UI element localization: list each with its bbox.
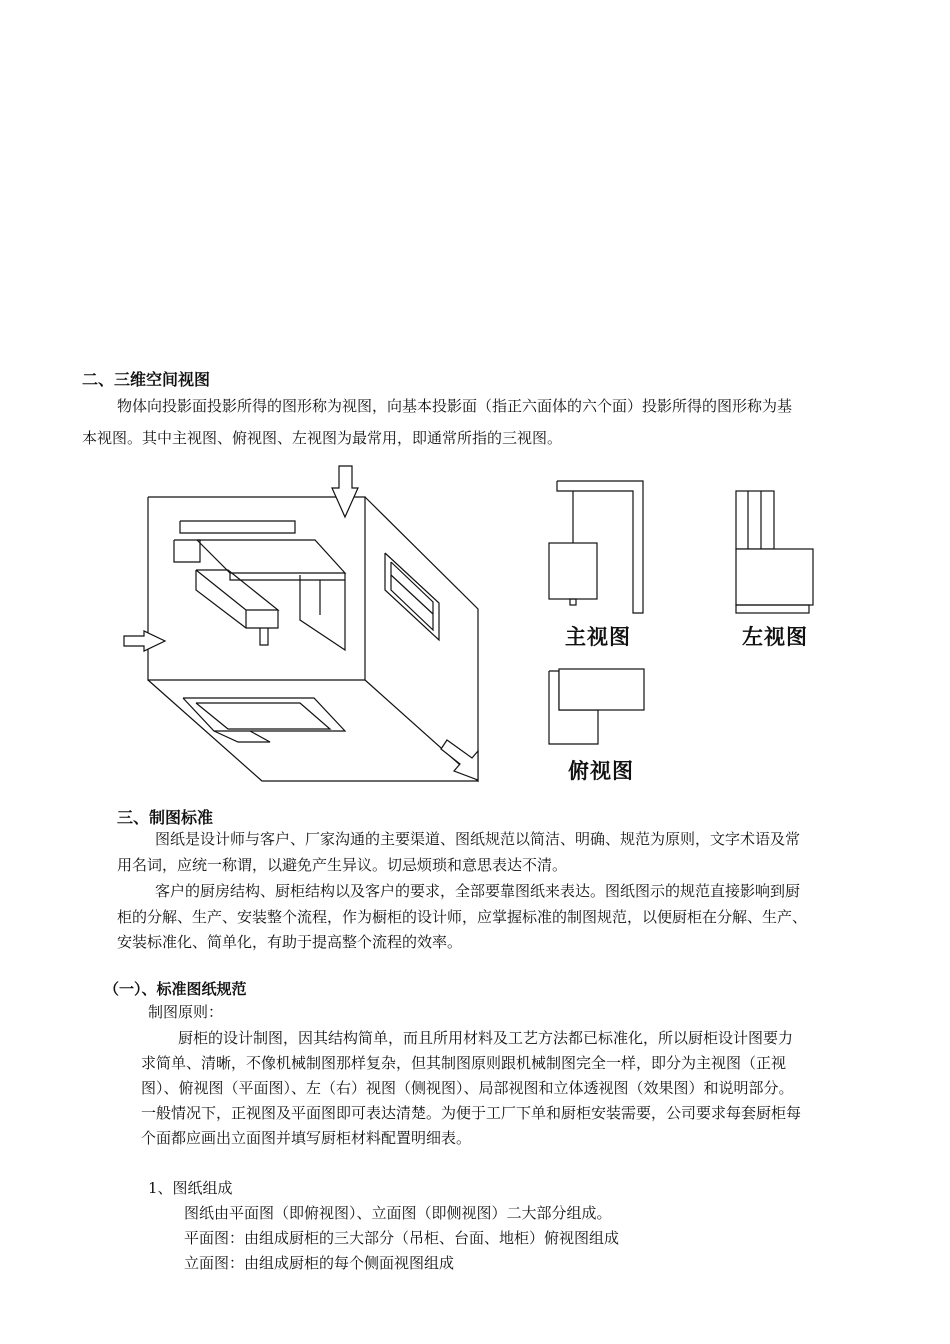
- section-heading: 三、制图标准: [117, 808, 214, 827]
- paragraph-line: 求简单、清晰，不像机械制图那样复杂，但其制图原则跟机械制图完全一样，即分为主视图（正视: [141, 1054, 787, 1072]
- paragraph-line: 本视图。其中主视图、俯视图、左视图为最常用，即通常所指的三视图。: [82, 429, 563, 447]
- paragraph-line: 图纸由平面图（即俯视图）、立面图（即侧视图）二大部分组成。: [184, 1204, 612, 1222]
- paragraph-line: 平面图：由组成厨柜的三大部分（吊柜、台面、地柜）俯视图组成: [184, 1229, 620, 1247]
- section-heading: 二、三维空间视图: [82, 370, 211, 389]
- top-view-label: 俯视图: [568, 759, 634, 783]
- paragraph-line: 物体向投影面投影所得的图形称为视图，向基本投影面（指正六面体的六个面）投影所得的图形称为基: [117, 397, 793, 415]
- paragraph-line: 用名词，应统一称谓，以避免产生异议。切忌烦琐和意思表达不清。: [117, 856, 568, 874]
- front-view-label: 主视图: [565, 625, 631, 649]
- item-title: 1、图纸组成: [148, 1179, 233, 1197]
- paragraph-line: 立面图：由组成厨柜的每个侧面视图组成: [184, 1254, 455, 1272]
- paragraph-line: 客户的厨房结构、厨柜结构以及客户的要求，全部要靠图纸来表达。图纸图示的规范直接影响到厨: [155, 882, 801, 900]
- paragraph-line: 一般情况下，正视图及平面图即可表达清楚。为便于工厂下单和厨柜安装需要，公司要求每套厨柜每: [141, 1104, 802, 1122]
- paragraph-line: 安装标准化、简单化，有助于提高整个流程的效率。: [117, 933, 463, 951]
- subsection-heading: （一）、标准图纸规范: [104, 980, 247, 998]
- paragraph-line: 图纸是设计师与客户、厂家沟通的主要渠道、图纸规范以简洁、明确、规范为原则，文字术语及常: [155, 830, 801, 848]
- paragraph-line: 柜的分解、生产、安装整个流程，作为橱柜的设计师，应掌握标准的制图规范，以便厨柜在分解、生产、: [117, 908, 808, 926]
- paragraph-line: 图）、俯视图（平面图）、左（右）视图（侧视图）、局部视图和立体透视图（效果图）和说明部分。: [141, 1079, 794, 1097]
- paragraph-line: 个面都应画出立面图并填写厨柜材料配置明细表。: [141, 1129, 472, 1147]
- principle-label: 制图原则：: [148, 1003, 224, 1021]
- paragraph-line: 厨柜的设计制图，因其结构简单，而且所用材料及工艺方法都已标准化，所以厨柜设计图要力: [178, 1029, 794, 1047]
- left-view-label: 左视图: [742, 625, 808, 649]
